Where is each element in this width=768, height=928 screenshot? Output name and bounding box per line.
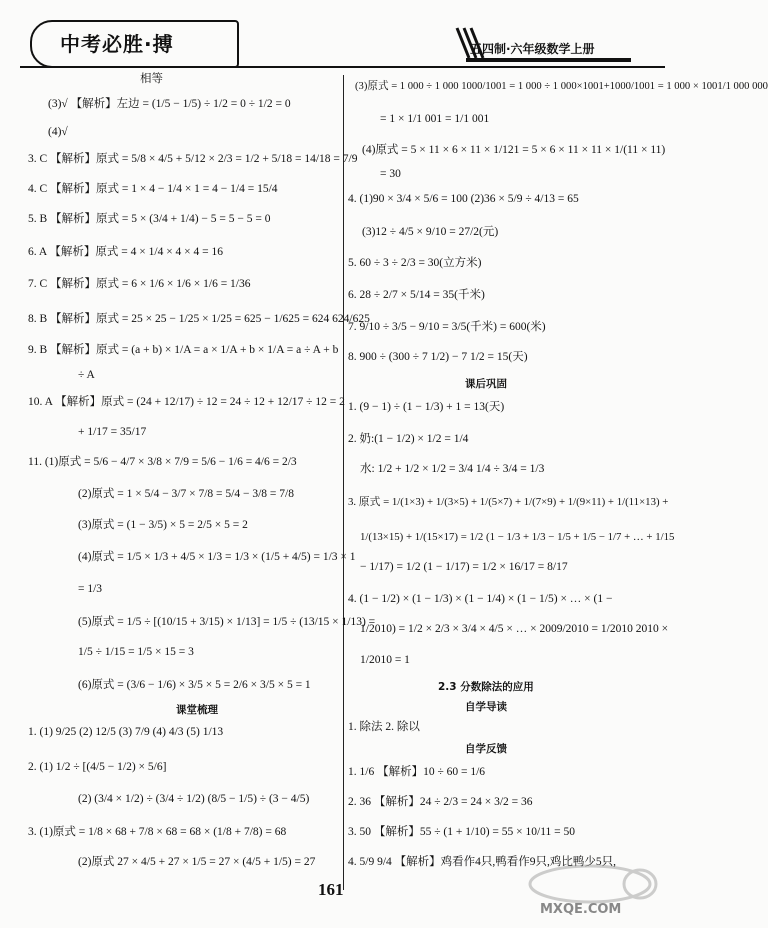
- text-line: 10. A 【解析】原式 = (24 + 12/17) ÷ 12 = 24 ÷ 12 + 12/17 ÷ 12 = 2: [28, 396, 345, 408]
- text-line: (5)原式 = 1/5 ÷ [(10/15 + 3/15) × 1/13] = 1/5 ÷ (13/15 × 1/13) =: [78, 616, 376, 628]
- text-line: (4)原式 = 5 × 11 × 6 × 11 × 1/121 = 5 × 6 × 11 × 11 × 1/(11 × 11): [362, 144, 666, 156]
- text-line: 1/2010 = 1: [360, 654, 410, 666]
- text-line: 7. C 【解析】原式 = 6 × 1/6 × 1/6 × 1/6 = 1/36: [28, 278, 251, 290]
- text-line: 7. 9/10 ÷ 3/5 − 9/10 = 3/5(千米) = 600(米): [348, 321, 546, 333]
- text-line: 5. B 【解析】原式 = 5 × (3/4 + 1/4) − 5 = 5 − 5 = 0: [28, 213, 271, 225]
- section-heading: 2.3 分数除法的应用: [438, 681, 534, 693]
- text-line: 1. 除法 2. 除以: [348, 721, 420, 733]
- text-line: 8. B 【解析】原式 = 25 × 25 − 1/25 × 1/25 = 625 − 1/625 = 624 624/625: [28, 313, 370, 325]
- text-line: 1. 1/6 【解析】10 ÷ 60 = 1/6: [348, 766, 486, 778]
- text-line: 1. (9 − 1) ÷ (1 − 1/3) + 1 = 13(天): [348, 401, 505, 413]
- watermark-text: MXQE.COM: [540, 902, 622, 917]
- text-line: (3)原式 = (1 − 3/5) × 5 = 2/5 × 5 = 2: [78, 519, 248, 531]
- text-line: 相等: [140, 73, 163, 85]
- text-line: (3)原式 = 1 000 ÷ 1 000 1000/1001 = 1 000 ÷ 1 000×1001+1000/1001 = 1 000 × 1001/1 000 000: [355, 81, 768, 92]
- text-line: 1/5 ÷ 1/15 = 1/5 × 15 = 3: [78, 646, 194, 658]
- grade-label: 五四制·六年级数学上册: [470, 42, 595, 56]
- text-line: 1. (1) 9/25 (2) 12/5 (3) 7/9 (4) 4/3 (5) 1/13: [28, 726, 224, 738]
- text-line: (4)√: [48, 126, 68, 138]
- text-line: 8. 900 ÷ (300 ÷ 7 1/2) − 7 1/2 = 15(天): [348, 351, 528, 363]
- page-number: 161: [318, 880, 344, 899]
- text-line: (2)原式 27 × 4/5 + 27 × 1/5 = 27 × (4/5 + 1/5) = 27: [78, 856, 316, 868]
- text-line: 3. (1)原式 = 1/8 × 68 + 7/8 × 68 = 68 × (1/8 + 7/8) = 68: [28, 826, 287, 838]
- text-line: 2. (1) 1/2 ÷ [(4/5 − 1/2) × 5/6]: [28, 761, 167, 773]
- text-line: 5. 60 ÷ 3 ÷ 2/3 = 30(立方米): [348, 257, 482, 269]
- text-line: 1/(13×15) + 1/(15×17) = 1/2 (1 − 1/3 + 1/3 − 1/5 + 1/5 − 1/7 + … + 1/15: [360, 531, 675, 543]
- section-heading: 自学导读: [465, 701, 507, 713]
- text-line: − 1/17) = 1/2 (1 − 1/17) = 1/2 × 16/17 = 8/17: [360, 561, 568, 573]
- text-line: 4. C 【解析】原式 = 1 × 4 − 1/4 × 1 = 4 − 1/4 = 15/4: [28, 183, 278, 195]
- section-heading: 自学反馈: [465, 743, 507, 755]
- text-line: 1/2010) = 1/2 × 2/3 × 3/4 × 4/5 × … × 2009/2010 = 1/2010 2010 ×: [360, 623, 669, 635]
- text-line: 4. (1)90 × 3/4 × 5/6 = 100 (2)36 × 5/9 ÷ 4/13 = 65: [348, 193, 579, 205]
- text-line: 4. (1 − 1/2) × (1 − 1/3) × (1 − 1/4) × (1 − 1/5) × … × (1 −: [348, 593, 613, 605]
- column-divider: [343, 75, 344, 890]
- text-line: 3. 原式 = 1/(1×3) + 1/(3×5) + 1/(5×7) + 1/(7×9) + 1/(9×11) + 1/(11×13) +: [348, 496, 669, 508]
- text-line: 2. 36 【解析】24 ÷ 2/3 = 24 × 3/2 = 36: [348, 796, 533, 808]
- text-line: + 1/17 = 35/17: [78, 426, 147, 438]
- text-line: 3. C 【解析】原式 = 5/8 × 4/5 + 5/12 × 2/3 = 1/2 + 5/18 = 14/18 = 7/9: [28, 153, 358, 165]
- page-header: [0, 0, 675, 68]
- text-line: (3)√ 【解析】左边 = (1/5 − 1/5) ÷ 1/2 = 0 ÷ 1/2 = 0: [48, 98, 291, 110]
- text-line: 水: 1/2 + 1/2 × 1/2 = 3/4 1/4 ÷ 3/4 = 1/3: [360, 463, 545, 475]
- header-rule: [20, 66, 665, 68]
- text-line: 2. 奶:(1 − 1/2) × 1/2 = 1/4: [348, 433, 469, 445]
- text-line: = 30: [380, 168, 401, 180]
- text-line: 3. 50 【解析】55 ÷ (1 + 1/10) = 55 × 10/11 = 50: [348, 826, 576, 838]
- text-line: ÷ A: [78, 369, 95, 381]
- section-heading: 课后巩固: [465, 378, 507, 390]
- text-line: (3)12 ÷ 4/5 × 9/10 = 27/2(元): [362, 226, 499, 238]
- text-line: 4. 5/9 9/4 【解析】鸡看作4只,鸭看作9只,鸡比鸭少5只,: [348, 856, 617, 868]
- text-line: (4)原式 = 1/5 × 1/3 + 4/5 × 1/3 = 1/3 × (1/5 + 4/5) = 1/3 × 1: [78, 551, 356, 563]
- text-line: = 1/3: [78, 583, 103, 595]
- text-line: (2) (3/4 × 1/2) ÷ (3/4 ÷ 1/2) (8/5 − 1/5) ÷ (3 − 4/5): [78, 793, 310, 805]
- section-heading: 课堂梳理: [176, 704, 218, 716]
- text-line: 6. A 【解析】原式 = 4 × 1/4 × 4 × 4 = 16: [28, 246, 224, 258]
- text-line: 6. 28 ÷ 2/7 × 5/14 = 35(千米): [348, 289, 485, 301]
- text-line: (2)原式 = 1 × 5/4 − 3/7 × 7/8 = 5/4 − 3/8 = 7/8: [78, 488, 294, 500]
- text-line: = 1 × 1/1 001 = 1/1 001: [380, 113, 490, 125]
- brand-title: 中考必胜·搏: [60, 32, 174, 56]
- grade-underline: [466, 58, 631, 62]
- text-line: (6)原式 = (3/6 − 1/6) × 3/5 × 5 = 2/6 × 3/5 × 5 = 1: [78, 679, 311, 691]
- text-line: 9. B 【解析】原式 = (a + b) × 1/A = a × 1/A + b × 1/A = a ÷ A + b: [28, 344, 339, 356]
- text-line: 11. (1)原式 = 5/6 − 4/7 × 3/8 × 7/9 = 5/6 − 1/6 = 4/6 = 2/3: [28, 456, 297, 468]
